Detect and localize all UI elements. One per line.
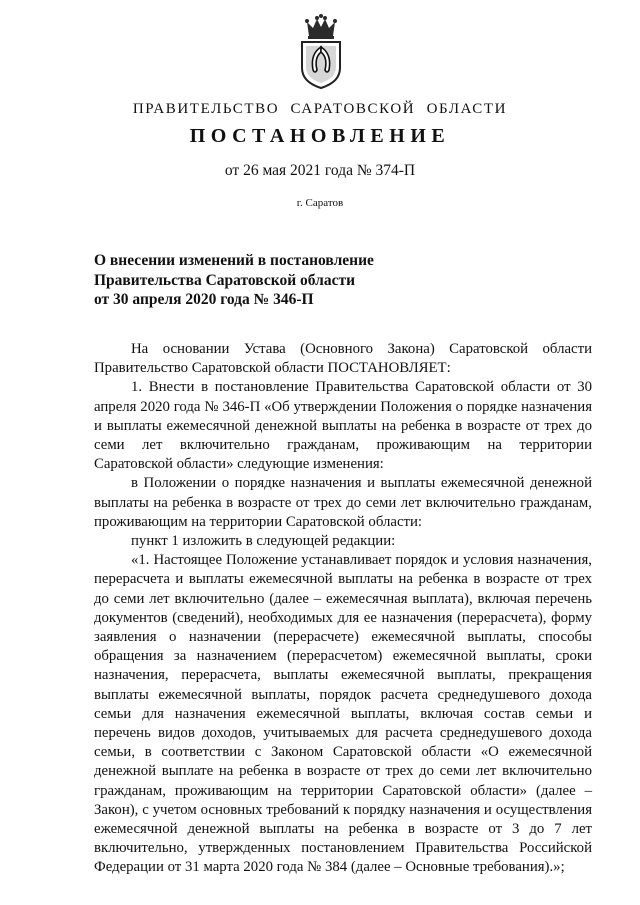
body-paragraph: 1. Внести в постановление Правительства Саратовской области от 30 апреля 2020 года № 346-П «Об утверждении Положения о порядке назначения и выплаты ежемесячной денежной выплаты на ребенка в возрасте от трех до семи лет включительно гражданам, проживающим на территории Саратовской области» следующие изменения:	[94, 379, 592, 473]
coat-of-arms-icon	[298, 14, 344, 90]
document-subject	[94, 251, 414, 310]
document-body	[94, 340, 592, 878]
body-paragraph: пункт 1 изложить в следующей редакции:	[131, 533, 396, 550]
subject-line: Правительства Саратовской области	[94, 271, 355, 289]
government-name: ПРАВИТЕЛЬСТВО САРАТОВСКОЙ ОБЛАСТИ	[132, 101, 508, 117]
document-type-heading: ПОСТАНОВЛЕНИЕ	[189, 125, 451, 147]
subject-line: от 30 апреля 2020 года № 346-П	[94, 291, 314, 308]
body-paragraph: На основании Устава (Основного Закона) Саратовской области Правительство Саратовской области ПОСТАНОВЛЯЕТ:	[94, 341, 592, 377]
subject-line: О внесении изменений в постановление	[94, 252, 374, 269]
body-paragraph: в Положении о порядке назначения и выплаты ежемесячной денежной выплаты на ребенка в возрасте от трех до семи лет включительно гражданам, проживающим на территории Саратовской области:	[94, 475, 592, 530]
document-date-number: от 26 мая 2021 года № 374-П	[224, 162, 416, 179]
body-paragraph: «1. Настоящее Положение устанавливает порядок и условия назначения, перерасчета и выплаты ежемесячной выплаты на ребенка в возрасте от трех до семи лет включительно (далее – ежемесячная выплата), включая перечень документов (сведений), необходимых для ее назначения (перерасчета), форму заявления о назначении (перерасчете) ежемесячной выплаты, способы обращения за назначением (перерасчетом) ежемесячной выплаты, сроки назначения, перерасчета, выплаты ежемесячной выплаты, прекращения выплаты ежемесячной выплаты, порядок расчета среднедушевого дохода семьи для назначения ежемесячной выплаты, включая состав семьи и перечень видов доходов, учитываемых для расчета среднедушевого дохода семьи, в соответствии с Законом Саратовской области «О ежемесячной денежной выплате на ребенка в возрасте от трех до семи лет включительно гражданам, проживающим на территории Саратовской области» (далее – Закон), с учетом основных требований к порядку назначения и осуществления ежемесячной денежной выплаты на ребенка в возрасте от 3 до 7 лет включительно, утвержденных постановлением Правительства Российской Федерации от 31 марта 2020 года № 384 (далее – Основные требования).»;	[94, 552, 592, 876]
document-city: г. Саратов	[296, 197, 344, 209]
